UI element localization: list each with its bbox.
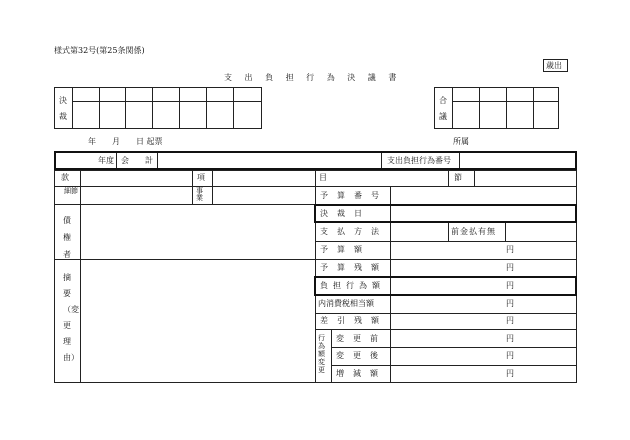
increase-decrease-yen: 円 (506, 369, 514, 378)
page-title: 支 出 負 担 行 為 決 議 書 (224, 73, 402, 82)
kessai-label-2: 裁 (59, 112, 67, 121)
fiscal-type: 歳出 (546, 61, 562, 70)
account-label: 会 計 (121, 156, 153, 165)
year-label: 年度 (98, 156, 114, 165)
after-change-yen: 円 (506, 351, 514, 360)
jigyou-label: 事業 (196, 187, 203, 202)
after-change-label: 変更後 (336, 351, 387, 360)
payment-method-label: 支払方法 (320, 227, 388, 236)
commitment-number-label: 支出負担行為番号 (387, 156, 451, 165)
prepayment-label: 前金払有無 (451, 227, 496, 236)
change-group-label: 行為額変更 (318, 334, 325, 374)
kou-label: 項 (197, 173, 205, 182)
budget-balance-label: 予算残額 (320, 263, 388, 272)
before-change-label: 変更前 (336, 334, 387, 343)
date-line: 年 月 日 起票 (88, 137, 163, 146)
commitment-amount-label: 負担行為額 (320, 281, 385, 290)
budget-number-label: 予算番号 (320, 191, 388, 200)
moku-label: 目 (319, 173, 327, 182)
remaining-balance-yen: 円 (506, 316, 514, 325)
fiscal-type-box (543, 59, 568, 72)
gogi-stamp-grid (434, 87, 559, 129)
budget-amount-label: 予算額 (320, 245, 371, 254)
gogi-label-2: 議 (439, 112, 447, 121)
kessai-label-1: 決 (59, 96, 67, 105)
budget-balance-yen: 円 (506, 263, 514, 272)
before-change-yen: 円 (506, 334, 514, 343)
kessai-stamp-grid (54, 87, 262, 129)
form-id: 様式第32号(第25条関係) (54, 46, 145, 55)
summary-label: 摘要（変更理由） (63, 273, 79, 362)
gogi-label-1: 合 (439, 96, 447, 105)
decision-date-label: 決裁日 (320, 209, 371, 218)
commitment-amount-yen: 円 (506, 281, 514, 290)
kan-label: 款 (61, 173, 69, 182)
setsu-label: 節 (454, 173, 462, 182)
saisetsu-label: 細節 (64, 187, 78, 195)
consumption-tax-yen: 円 (506, 299, 514, 308)
consumption-tax-label: 内消費税相当額 (318, 299, 374, 308)
dept-label: 所属 (453, 137, 469, 146)
account-row (54, 151, 577, 170)
remaining-balance-label: 差引残額 (320, 316, 388, 325)
budget-amount-yen: 円 (506, 245, 514, 254)
creditor-label: 債権者 (63, 216, 71, 259)
increase-decrease-label: 増減額 (336, 369, 387, 378)
